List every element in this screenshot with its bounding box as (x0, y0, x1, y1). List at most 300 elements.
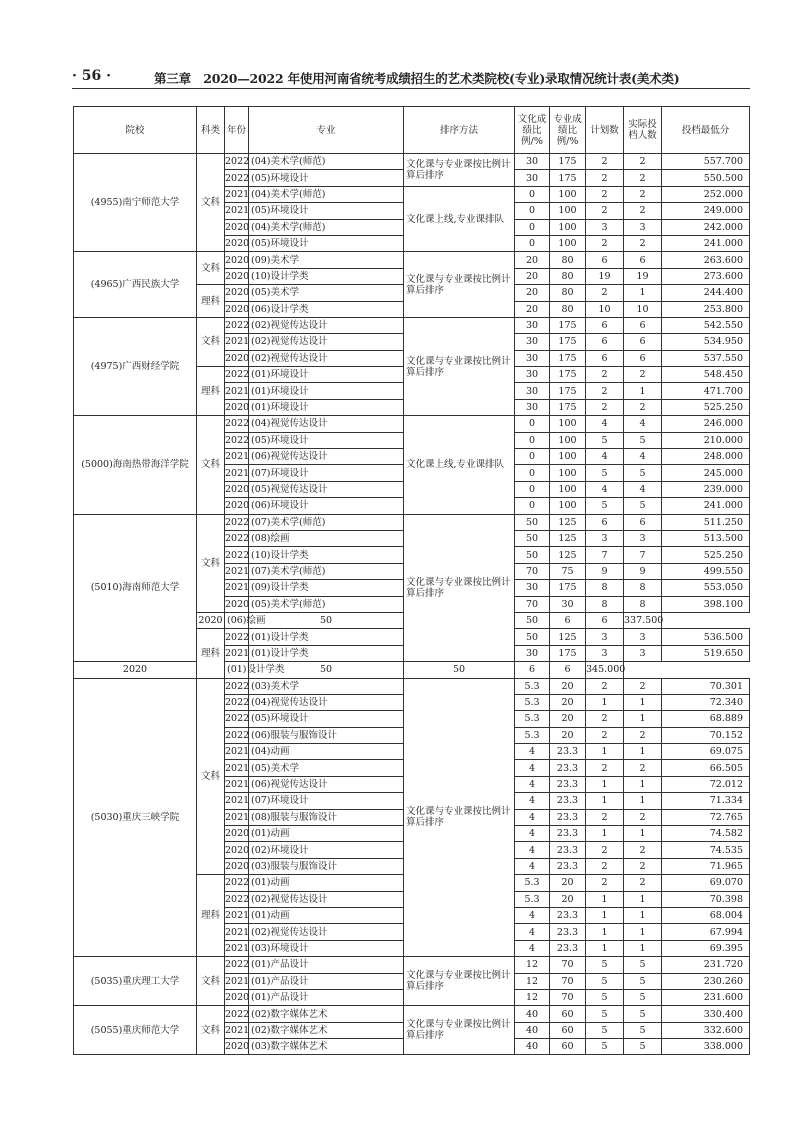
major-cell: (04)美术学(师范) (249, 154, 404, 170)
header-rule (72, 88, 750, 89)
major-cell: (03)环境设计 (249, 940, 404, 956)
plan-cell: 10 (586, 301, 624, 317)
major-cell: (04)动画 (249, 744, 404, 760)
table-row (74, 317, 750, 333)
culture-ratio-cell: 20 (515, 252, 550, 268)
year-cell: 2020 (225, 350, 249, 366)
table-header-row (74, 107, 750, 154)
major-ratio-cell: 100 (550, 498, 586, 514)
major-ratio-cell: 100 (550, 186, 586, 202)
min-score-cell: 253.800 (662, 301, 750, 317)
col-header-culture-ratio: 文化成绩比例/% (515, 107, 550, 154)
min-score-cell: 548.450 (662, 367, 750, 383)
plan-cell: 8 (586, 596, 624, 612)
plan-cell: 5 (586, 1006, 624, 1022)
major-ratio-cell: 23.3 (550, 776, 586, 792)
major-ratio-cell: 20 (550, 694, 586, 710)
major-ratio-cell: 125 (550, 514, 586, 530)
major-cell: (01)环境设计 (249, 367, 404, 383)
col-header-actual: 实际投档人数 (624, 107, 662, 154)
culture-ratio-cell: 0 (515, 186, 550, 202)
min-score-cell: 252.000 (662, 186, 750, 202)
year-cell: 2022 (225, 432, 249, 448)
major-ratio-cell: 30 (550, 596, 586, 612)
major-ratio-cell: 100 (550, 432, 586, 448)
min-score-cell: 71.965 (662, 858, 750, 874)
year-cell: 2021 (225, 744, 249, 760)
major-ratio-cell: 175 (550, 350, 586, 366)
major-ratio-cell: 23.3 (550, 858, 586, 874)
plan-cell: 5 (586, 432, 624, 448)
year-cell: 2022 (225, 711, 249, 727)
school-cell: (5000)海南热带海洋学院 (74, 416, 197, 514)
culture-ratio-cell: 70 (515, 596, 550, 612)
plan-cell: 5 (586, 1022, 624, 1038)
major-ratio-cell: 175 (550, 645, 586, 661)
min-score-cell: 74.582 (662, 826, 750, 842)
culture-ratio-cell: 0 (515, 219, 550, 235)
plan-cell: 3 (586, 219, 624, 235)
plan-cell: 1 (586, 940, 624, 956)
category-cell: 文科 (197, 252, 225, 285)
actual-cell: 2 (624, 367, 662, 383)
actual-cell: 5 (624, 465, 662, 481)
year-cell: 2021 (225, 186, 249, 202)
category-cell: 文科 (197, 317, 225, 366)
major-cell: (07)美术学(师范) (249, 514, 404, 530)
major-cell: (05)美术学 (249, 285, 404, 301)
col-header-year: 年份 (225, 107, 249, 154)
major-cell: (01)动画 (249, 907, 404, 923)
school-cell: (4975)广西财经学院 (74, 317, 197, 415)
major-ratio-cell: 80 (550, 301, 586, 317)
major-cell: (01)设计学类 (249, 629, 404, 645)
culture-ratio-cell: 0 (515, 203, 550, 219)
actual-cell: 6 (550, 662, 586, 678)
culture-ratio-cell: 20 (515, 268, 550, 284)
culture-ratio-cell: 4 (515, 907, 550, 923)
major-cell: (10)设计学类 (249, 547, 404, 563)
culture-ratio-cell: 20 (515, 285, 550, 301)
year-cell: 2020 (225, 399, 249, 415)
major-cell: (06)绘画 (225, 612, 249, 628)
school-cell: (5030)重庆三峡学院 (74, 678, 197, 957)
major-cell: (03)数字媒体艺术 (249, 1039, 404, 1055)
min-score-cell: 553.050 (662, 580, 750, 596)
actual-cell: 5 (624, 1022, 662, 1038)
table-row (74, 154, 750, 170)
plan-cell: 6 (586, 317, 624, 333)
plan-cell: 2 (586, 154, 624, 170)
major-ratio-cell: 23.3 (550, 793, 586, 809)
culture-ratio-cell: 4 (515, 940, 550, 956)
culture-ratio-cell: 30 (515, 645, 550, 661)
culture-ratio-cell: 5.3 (515, 678, 550, 694)
min-score-cell: 244.400 (662, 285, 750, 301)
min-score-cell: 230.260 (662, 973, 750, 989)
year-cell: 2020 (74, 662, 197, 678)
plan-cell: 4 (586, 449, 624, 465)
year-cell: 2020 (225, 1039, 249, 1055)
plan-cell: 6 (550, 612, 586, 628)
col-header-major-ratio: 专业成绩比例/% (550, 107, 586, 154)
major-cell: (04)视觉传达设计 (249, 416, 404, 432)
min-score-cell: 241.000 (662, 235, 750, 251)
year-cell: 2020 (225, 285, 249, 301)
major-cell: (01)设计学类 (225, 662, 249, 678)
year-cell: 2021 (225, 793, 249, 809)
actual-cell: 2 (624, 842, 662, 858)
col-header-category: 科类 (197, 107, 225, 154)
major-ratio-cell: 20 (550, 875, 586, 891)
table-body (74, 154, 750, 1055)
year-cell: 2020 (225, 268, 249, 284)
major-cell: (07)美术学(师范) (249, 563, 404, 579)
major-ratio-cell: 125 (550, 629, 586, 645)
major-cell: (09)设计学类 (249, 580, 404, 596)
col-header-min-score: 投档最低分 (662, 107, 750, 154)
actual-cell: 2 (624, 186, 662, 202)
actual-cell: 3 (624, 530, 662, 546)
actual-cell: 7 (624, 547, 662, 563)
page-number: · 56 · (72, 68, 111, 84)
plan-cell: 2 (586, 727, 624, 743)
plan-cell: 3 (586, 645, 624, 661)
major-ratio-cell: 80 (550, 252, 586, 268)
plan-cell: 3 (586, 530, 624, 546)
year-cell: 2022 (225, 154, 249, 170)
min-score-cell: 69.075 (662, 744, 750, 760)
min-score-cell: 534.950 (662, 334, 750, 350)
major-cell: (05)环境设计 (249, 203, 404, 219)
actual-cell: 6 (624, 252, 662, 268)
culture-ratio-cell: 30 (515, 334, 550, 350)
table-row (74, 514, 750, 530)
year-cell: 2021 (225, 449, 249, 465)
major-cell: (06)视觉传达设计 (249, 449, 404, 465)
plan-cell: 2 (586, 875, 624, 891)
min-score-cell: 231.720 (662, 957, 750, 973)
plan-cell: 6 (586, 334, 624, 350)
category-cell: 文科 (197, 514, 225, 612)
major-cell: (02)视觉传达设计 (249, 334, 404, 350)
plan-cell: 4 (586, 416, 624, 432)
min-score-cell: 511.250 (662, 514, 750, 530)
major-ratio-cell: 100 (550, 481, 586, 497)
plan-cell: 7 (586, 547, 624, 563)
culture-ratio-cell: 50 (515, 547, 550, 563)
min-score-cell: 74.535 (662, 842, 750, 858)
actual-cell: 1 (624, 694, 662, 710)
major-ratio-cell: 50 (515, 612, 550, 628)
plan-cell: 2 (586, 678, 624, 694)
col-header-school: 院校 (74, 107, 197, 154)
min-score-cell: 70.152 (662, 727, 750, 743)
major-cell: (05)美术学 (249, 760, 404, 776)
year-cell: 2021 (225, 645, 249, 661)
col-header-major: 专业 (249, 107, 404, 154)
category-cell: 理科 (197, 285, 225, 318)
year-cell: 2022 (225, 1006, 249, 1022)
min-score-cell: 71.334 (662, 793, 750, 809)
actual-cell: 8 (624, 580, 662, 596)
major-ratio-cell: 20 (550, 891, 586, 907)
min-score-cell: 241.000 (662, 498, 750, 514)
plan-cell: 6 (586, 252, 624, 268)
plan-cell: 1 (586, 694, 624, 710)
min-score-cell: 246.000 (662, 416, 750, 432)
year-cell: 2022 (225, 317, 249, 333)
page-title: 第三章 2020—2022 年使用河南省统考成绩招生的艺术类院校(专业)录取情况统计表(美术类) (154, 71, 680, 86)
major-ratio-cell: 23.3 (550, 842, 586, 858)
year-cell: 2021 (225, 973, 249, 989)
year-cell: 2021 (225, 809, 249, 825)
major-ratio-cell: 80 (550, 268, 586, 284)
plan-cell: 2 (586, 235, 624, 251)
culture-ratio-cell: 50 (515, 514, 550, 530)
culture-ratio-cell: 0 (515, 432, 550, 448)
major-cell: (04)视觉传达设计 (249, 694, 404, 710)
min-score-cell: 398.100 (662, 596, 750, 612)
major-cell: (01)环境设计 (249, 383, 404, 399)
culture-ratio-cell: 30 (515, 580, 550, 596)
plan-cell: 2 (586, 760, 624, 776)
culture-ratio-cell: 5.3 (515, 875, 550, 891)
major-cell: (01)动画 (249, 826, 404, 842)
table-row (74, 678, 750, 694)
major-cell: (05)美术学(师范) (249, 596, 404, 612)
culture-ratio-cell: 12 (515, 989, 550, 1005)
actual-cell: 2 (624, 235, 662, 251)
major-ratio-cell: 175 (550, 367, 586, 383)
major-cell: (01)环境设计 (249, 399, 404, 415)
year-cell: 2020 (225, 498, 249, 514)
min-score-cell: 66.505 (662, 760, 750, 776)
actual-cell: 5 (624, 498, 662, 514)
major-ratio-cell: 100 (550, 219, 586, 235)
culture-ratio-cell: 4 (515, 776, 550, 792)
actual-cell: 6 (624, 350, 662, 366)
culture-ratio-cell: 4 (515, 760, 550, 776)
actual-cell: 3 (624, 219, 662, 235)
major-ratio-cell: 175 (550, 334, 586, 350)
major-cell: (05)环境设计 (249, 235, 404, 251)
culture-ratio-cell: 30 (515, 317, 550, 333)
year-cell: 2022 (225, 694, 249, 710)
actual-cell: 4 (624, 481, 662, 497)
culture-ratio-cell: 4 (515, 924, 550, 940)
actual-cell: 2 (624, 203, 662, 219)
major-ratio-cell: 23.3 (550, 809, 586, 825)
major-cell: (01)设计学类 (249, 645, 404, 661)
min-score-cell: 519.650 (662, 645, 750, 661)
major-cell: (06)服装与服饰设计 (249, 727, 404, 743)
year-cell: 2021 (225, 1022, 249, 1038)
major-cell: (02)视觉传达设计 (249, 891, 404, 907)
culture-ratio-cell: 0 (515, 481, 550, 497)
plan-cell: 2 (586, 367, 624, 383)
year-cell: 2021 (225, 940, 249, 956)
year-cell: 2022 (225, 727, 249, 743)
min-score-cell: 242.000 (662, 219, 750, 235)
min-score-cell: 231.600 (662, 989, 750, 1005)
major-ratio-cell: 20 (550, 678, 586, 694)
culture-ratio-cell: 4 (515, 809, 550, 825)
plan-cell: 4 (586, 481, 624, 497)
min-score-cell: 536.500 (662, 629, 750, 645)
plan-cell: 6 (515, 662, 550, 678)
table-row (74, 252, 750, 268)
actual-cell: 2 (624, 809, 662, 825)
min-score-cell: 263.600 (662, 252, 750, 268)
min-score-cell: 67.994 (662, 924, 750, 940)
year-cell: 2022 (225, 367, 249, 383)
major-cell: (07)环境设计 (249, 793, 404, 809)
actual-cell: 1 (624, 891, 662, 907)
plan-cell: 2 (586, 842, 624, 858)
year-cell: 2021 (225, 924, 249, 940)
min-score-cell: 471.700 (662, 383, 750, 399)
col-header-method: 排序方法 (404, 107, 515, 154)
year-cell: 2022 (225, 678, 249, 694)
major-ratio-cell: 100 (550, 416, 586, 432)
plan-cell: 9 (586, 563, 624, 579)
category-cell: 文科 (197, 957, 225, 1006)
year-cell: 2020 (225, 826, 249, 842)
major-ratio-cell: 175 (550, 317, 586, 333)
year-cell: 2022 (225, 170, 249, 186)
major-ratio-cell: 175 (550, 383, 586, 399)
major-ratio-cell: 50 (404, 662, 515, 678)
plan-cell: 1 (586, 744, 624, 760)
year-cell: 2021 (225, 203, 249, 219)
plan-cell: 19 (586, 268, 624, 284)
actual-cell: 6 (624, 334, 662, 350)
actual-cell: 2 (624, 760, 662, 776)
year-cell: 2021 (225, 563, 249, 579)
min-score-cell: 249.000 (662, 203, 750, 219)
actual-cell: 4 (624, 416, 662, 432)
major-ratio-cell: 23.3 (550, 826, 586, 842)
plan-cell: 1 (586, 793, 624, 809)
actual-cell: 6 (624, 317, 662, 333)
year-cell: 2020 (225, 842, 249, 858)
year-cell: 2021 (225, 580, 249, 596)
culture-ratio-cell: 0 (515, 449, 550, 465)
major-ratio-cell: 75 (550, 563, 586, 579)
min-score-cell: 70.398 (662, 891, 750, 907)
year-cell: 2022 (225, 629, 249, 645)
major-cell: (02)视觉传达设计 (249, 924, 404, 940)
actual-cell: 6 (586, 612, 624, 628)
school-cell: (4955)南宁师范大学 (74, 154, 197, 252)
major-cell: (05)环境设计 (249, 711, 404, 727)
plan-cell: 5 (586, 989, 624, 1005)
plan-cell: 1 (586, 891, 624, 907)
min-score-cell: 513.500 (662, 530, 750, 546)
major-ratio-cell: 20 (550, 711, 586, 727)
year-cell: 2021 (225, 776, 249, 792)
major-ratio-cell: 175 (550, 154, 586, 170)
major-cell: (05)视觉传达设计 (249, 481, 404, 497)
plan-cell: 2 (586, 170, 624, 186)
culture-ratio-cell: 4 (515, 826, 550, 842)
table-row (74, 1006, 750, 1022)
plan-cell: 6 (586, 514, 624, 530)
min-score-cell: 542.550 (662, 317, 750, 333)
min-score-cell: 210.000 (662, 432, 750, 448)
major-ratio-cell: 70 (550, 957, 586, 973)
min-score-cell: 245.000 (662, 465, 750, 481)
min-score-cell: 248.000 (662, 449, 750, 465)
actual-cell: 1 (624, 940, 662, 956)
actual-cell: 4 (624, 449, 662, 465)
actual-cell: 1 (624, 826, 662, 842)
major-ratio-cell: 60 (550, 1006, 586, 1022)
min-score-cell: 332.600 (662, 1022, 750, 1038)
major-ratio-cell: 60 (550, 1022, 586, 1038)
major-ratio-cell: 175 (550, 170, 586, 186)
plan-cell: 5 (586, 465, 624, 481)
plan-cell: 1 (586, 826, 624, 842)
culture-ratio-cell: 40 (515, 1006, 550, 1022)
major-cell: (01)产品设计 (249, 973, 404, 989)
actual-cell: 5 (624, 432, 662, 448)
year-cell: 2021 (225, 760, 249, 776)
actual-cell: 5 (624, 973, 662, 989)
year-cell: 2020 (225, 219, 249, 235)
culture-ratio-cell: 0 (515, 416, 550, 432)
method-cell: 文化课与专业课按比例计算后排序 (404, 1006, 515, 1055)
year-cell: 2020 (225, 858, 249, 874)
table-row (74, 957, 750, 973)
plan-cell: 2 (586, 383, 624, 399)
plan-cell: 2 (586, 203, 624, 219)
actual-cell: 9 (624, 563, 662, 579)
actual-cell: 3 (624, 629, 662, 645)
actual-cell: 6 (624, 514, 662, 530)
plan-cell: 1 (586, 907, 624, 923)
culture-ratio-cell: 30 (515, 350, 550, 366)
culture-ratio-cell: 30 (515, 170, 550, 186)
actual-cell: 5 (624, 957, 662, 973)
culture-ratio-cell: 0 (515, 235, 550, 251)
actual-cell: 19 (624, 268, 662, 284)
major-cell: (08)绘画 (249, 530, 404, 546)
major-ratio-cell: 60 (550, 1039, 586, 1055)
actual-cell: 1 (624, 776, 662, 792)
major-cell: (05)环境设计 (249, 170, 404, 186)
major-ratio-cell: 100 (550, 449, 586, 465)
actual-cell: 3 (624, 645, 662, 661)
major-cell: (02)环境设计 (249, 842, 404, 858)
actual-cell: 1 (624, 285, 662, 301)
min-score-cell: 72.012 (662, 776, 750, 792)
plan-cell: 5 (586, 957, 624, 973)
year-cell: 2022 (225, 514, 249, 530)
min-score-cell: 537.550 (662, 350, 750, 366)
plan-cell: 1 (586, 924, 624, 940)
major-cell: (01)产品设计 (249, 989, 404, 1005)
category-cell: 理科 (197, 367, 225, 416)
major-ratio-cell: 70 (550, 973, 586, 989)
year-cell: 2022 (225, 416, 249, 432)
min-score-cell: 557.700 (662, 154, 750, 170)
culture-ratio-cell: 4 (515, 744, 550, 760)
culture-ratio-cell: 50 (249, 662, 404, 678)
culture-ratio-cell: 40 (515, 1039, 550, 1055)
year-cell: 2022 (225, 530, 249, 546)
